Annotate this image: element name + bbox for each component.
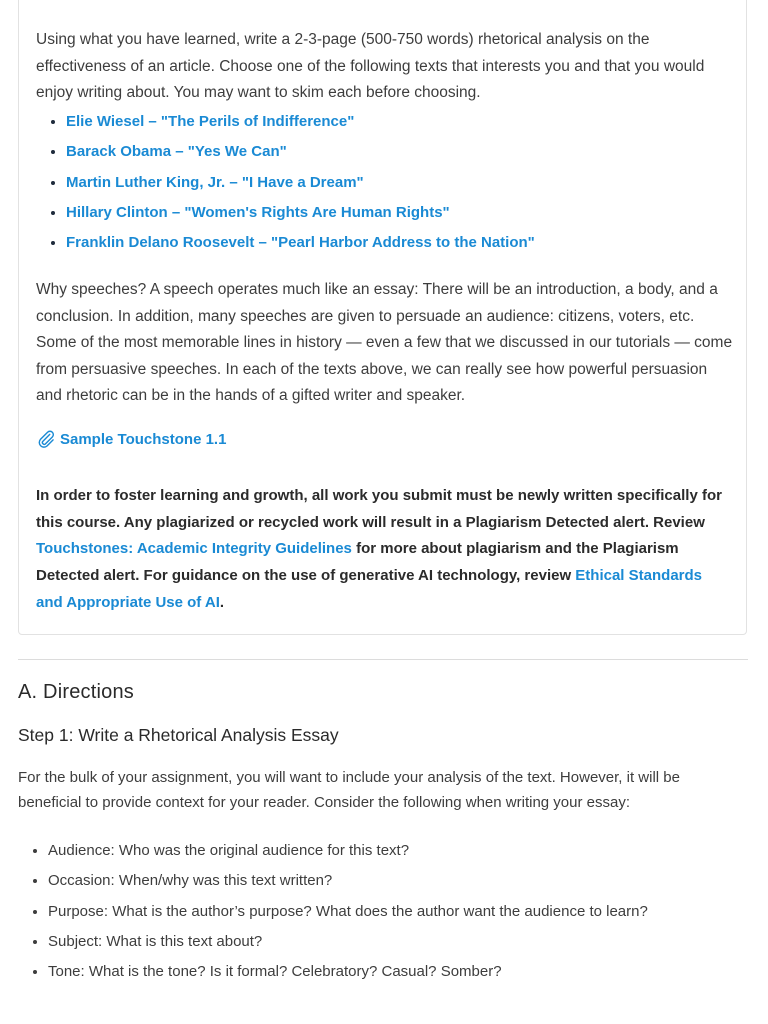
- ethical-ai-link[interactable]: Ethical Standards and Appropriate Use of AI: [36, 567, 702, 611]
- speech-link-roosevelt[interactable]: Franklin Delano Roosevelt – "Pearl Harbor Address to the Nation": [66, 234, 535, 252]
- list-item: [66, 107, 726, 137]
- why-speeches-paragraph: Why speeches? A speech operates much like an essay: There will be an introduction, a body, and a conclusion. In addition, many speeches are given to persuade an audience: citizens, voters, etc. Some of the most memorable lines in history — even a few that we discussed in our tutorials — come from persuasive speeches. In each of the texts above, we can really see how powerful persuasion and rhetoric can be in the hands of a gifted writer and speaker.: [36, 281, 733, 404]
- academic-integrity-link[interactable]: Touchstones: Academic Integrity Guidelines: [36, 540, 352, 558]
- list-item: [66, 168, 726, 198]
- speech-link-clinton[interactable]: Hillary Clinton – "Women's Rights Are Human Rights": [66, 203, 450, 221]
- notice-text: .: [219, 593, 225, 611]
- list-item: • Tone: What is the tone? Is it formal? Celebratory? Casual? Somber?: [48, 957, 718, 987]
- section-title: A. Directions: [18, 681, 134, 703]
- paperclip-icon: [36, 429, 56, 449]
- notice-text: for more about plagiarism and the Plagiarism Detected alert. For guidance on the use of generative AI technology, review: [36, 540, 679, 585]
- integrity-notice: [36, 483, 726, 617]
- list-item: [66, 198, 726, 228]
- assignment-intro: Using what you have learned, write a 2-3-page (500-750 words) rhetorical analysis on the effectiveness of an article. Choose one of the following texts that interests you and that you would enjoy writing about. You may want to skim each before choosing.: [36, 31, 705, 101]
- step-intro: For the bulk of your assignment, you will want to include your analysis of the text. However, it will be beneficial to provide context for your reader. Consider the following when writing your essay:: [18, 769, 680, 811]
- speech-link-wiesel[interactable]: Elie Wiesel – "The Perils of Indifference": [66, 113, 355, 130]
- speech-link-king[interactable]: Martin Luther King, Jr. – "I Have a Dream": [66, 173, 364, 191]
- considerations-list: [18, 836, 718, 987]
- list-item: • Audience: Who was the original audience for this text?: [48, 836, 718, 866]
- speech-link-obama[interactable]: Barack Obama – "Yes We Can": [66, 143, 287, 161]
- divider: [18, 659, 748, 660]
- list-item: [66, 137, 726, 167]
- notice-text: In order to foster learning and growth, all work you submit must be newly written specifically for this course. Any plagiarized or recycled work will result in a Plagiarism Detected alert. Review: [36, 487, 722, 531]
- speech-list: [36, 107, 726, 258]
- assignment-card: [18, 0, 747, 635]
- step-title: Step 1: Write a Rhetorical Analysis Essay: [18, 725, 339, 745]
- list-item: [66, 228, 726, 258]
- attachment: [36, 429, 226, 449]
- sample-touchstone-link[interactable]: Sample Touchstone 1.1: [60, 430, 227, 448]
- list-item: • Occasion: When/why was this text written?: [48, 866, 718, 896]
- list-item: • Purpose: What is the author’s purpose? What does the author want the audience to learn?: [48, 897, 718, 927]
- list-item: • Subject: What is this text about?: [48, 927, 718, 957]
